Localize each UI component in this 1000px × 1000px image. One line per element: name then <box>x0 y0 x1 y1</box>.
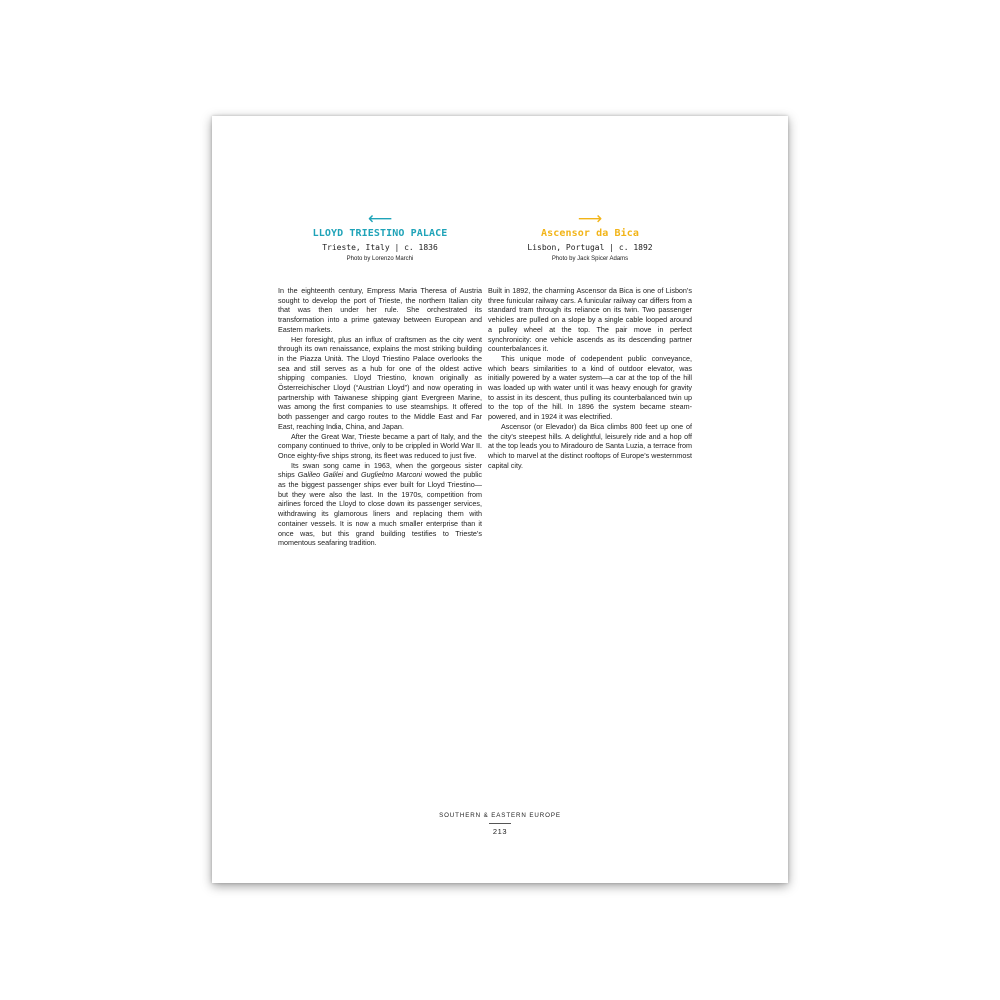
ship-name: Guglielmo Marconi <box>361 470 422 480</box>
right-location: Lisbon, Portugal | c. 1892 <box>527 243 653 252</box>
ship-name: Galileo Galilei <box>297 470 344 480</box>
page-number: 213 <box>492 827 508 836</box>
section-title: SOUTHERN & EASTERN EUROPE <box>439 812 561 819</box>
left-body <box>278 286 482 548</box>
right-paragraph-1: Built in 1892, the charming Ascensor da Bica is one of Lisbon’s three funicular railway cars. A funicular railway car differs from a standard tram through its reliance on its twin. Two passenger vehicles are pulled on a slope by a single cable looped around a pulley wheel at the top. The pair move in perfect synchronicity: one vehicle ascends as its descending partner counterbalances it. <box>488 286 692 354</box>
left-location: Trieste, Italy | c. 1836 <box>322 243 438 252</box>
right-title: Ascensor da Bica <box>541 228 639 239</box>
page-footer <box>212 811 788 837</box>
paragraph-text: wowed the public as the biggest passenger ships ever built for Lloyd Triestino—but they were also the last. In the 1970s, competition from airlines forced the Lloyd to close down its passenger services, withdrawing its glamorous liners and replacing them with container vessels. It is now a much smaller enterprise than it once was, but this grand building testifies to Trieste’s momentous seafaring tradition. <box>278 470 483 548</box>
left-paragraph-1: In the eighteenth century, Empress Maria Theresa of Austria sought to develop the port of Trieste, the northern Italian city that was then under her rule. She orchestrated its transformation into a prime gateway between European and Eastern markets. <box>278 286 482 334</box>
paragraph-text: and <box>343 470 362 480</box>
left-title: LLOYD TRIESTINO PALACE <box>312 228 448 239</box>
left-photo-credit: Photo by Lorenzo Marchi <box>346 256 414 262</box>
right-photo-credit: Photo by Jack Spicer Adams <box>551 256 629 262</box>
left-paragraph-2: Her foresight, plus an influx of craftsmen as the city went through its own renaissance, explains the most striking building in the Piazza Unità. The Lloyd Triestino Palace overlooks the sea and still serves as a hub for one of the oldest active shipping companies. Lloyd Triestino, known originally as Österreichischer Lloyd (“Austrian Lloyd”) and now operating in partnership with Taiwanese shipping giant Evergreen Marine, was among the first companies to use steamships. It offered both passenger and cargo routes to the Middle East and Far East, reaching India, China, and Japan. <box>278 334 482 431</box>
book-page <box>212 116 788 883</box>
right-arrow-icon: ⟶ <box>577 209 603 229</box>
paragraph-text: Its swan song came in 1963, when the gorgeous sister ships <box>278 460 482 480</box>
left-paragraph-4 <box>278 461 482 548</box>
right-body <box>488 286 692 470</box>
right-paragraph-3: Ascensor (or Elevador) da Bica climbs 800 feet up one of the city’s steepest hills. A delightful, leisurely ride and a hop off at the top leads you to Miradouro de Santa Luzia, a terrace from which to marvel at the distinct rooftops of Europe’s westernmost capital city. <box>488 421 692 470</box>
left-paragraph-3: After the Great War, Trieste became a part of Italy, and the company continued to thrive, only to be crippled in World War II. Once eighty-five ships strong, its fleet was reduced to just five. <box>278 431 482 460</box>
right-paragraph-2: This unique mode of codependent public conveyance, which bears similarities to a kind of outdoor elevator, was initially powered by a water system—a car at the top of the hill was loaded up with water until it was heavy enough for gravity to assist in its descent, thus pulling its counterbalanced twin up to the top of the hill. In 1896 the system became steam-powered, and in 1924 it was electrified. <box>488 353 692 422</box>
right-header <box>488 209 692 264</box>
left-header <box>278 209 482 264</box>
footer-divider <box>489 823 511 824</box>
left-arrow-icon: ⟵ <box>367 209 393 229</box>
